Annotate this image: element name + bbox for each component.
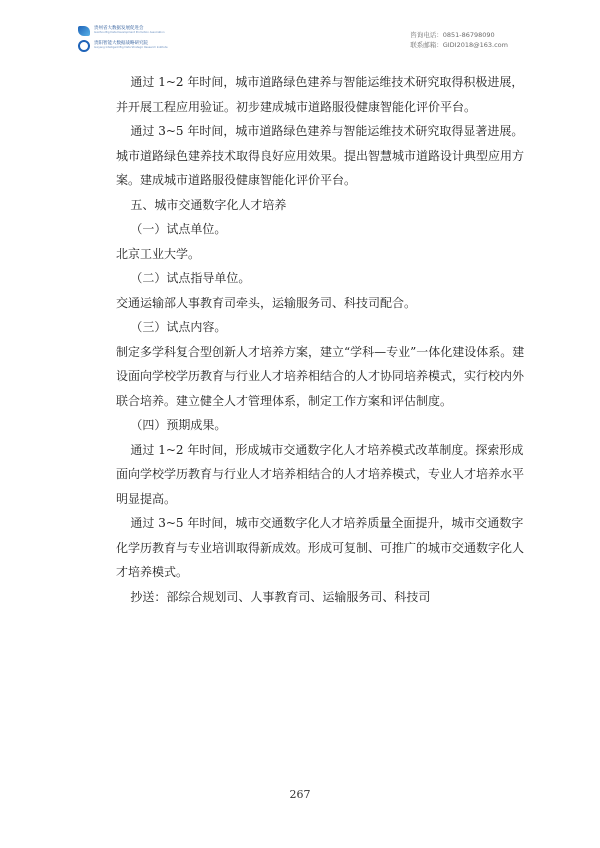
subheading-expected-results: （四）预期成果。 xyxy=(130,418,227,432)
logo-line-1-sub: Guizhou Big Data Development Promotion Association xyxy=(94,30,165,34)
paragraph-pilot-content: 制定多学科复合型创新人才培养方案，建立“学科—专业”一体化建设体系。建设面向学校学历教育与行业人才培养相结合的人才协同培养模式，实行校内外联合培养。建立健全人才管理体系，制定工作方案和评估制度。 xyxy=(116,344,525,408)
cc-line: 抄送：部综合规划司、人事教育司、运输服务司、科技司 xyxy=(130,589,431,604)
paragraph-long-term-roads: 通过 3~5 年时间，城市道路绿色建养与智能运维技术研究取得显著进展。城市道路绿色建养技术取得良好应用效果。提出智慧城市道路设计典型应用方案。建成城市道路服役健康智能化评价平台。 xyxy=(116,124,525,187)
subheading-pilot-unit: （一）试点单位。 xyxy=(130,222,227,236)
contact-info xyxy=(410,30,508,50)
paragraph-pilot-unit: 北京工业大学。 xyxy=(116,246,201,261)
document-body xyxy=(116,70,526,609)
paragraph-guidance-unit: 交通运输部人事教育司牵头，运输服务司、科技司配合。 xyxy=(116,295,417,310)
logo-line-2-sub: Guiyang Intelligent Big Data Strategic Research Institute xyxy=(94,45,168,49)
institute-logo-icon xyxy=(78,40,90,52)
association-logo-icon xyxy=(78,26,90,36)
contact-phone: 咨询电话：0851-86798090 xyxy=(410,31,495,39)
paragraph-short-term-roads: 通过 1~2 年时间，城市道路绿色建养与智能运维技术研究取得积极进展，并开展工程应用验证。初步建成城市道路服役健康智能化评价平台。 xyxy=(116,75,524,114)
logo-line-2: 贵阳智能大数据战略研究院 xyxy=(94,41,148,47)
page-number: 267 xyxy=(289,788,311,801)
paragraph-short-term-talent: 通过 1~2 年时间，形成城市交通数字化人才培养模式改革制度。探索形成面向学校学历教育与行业人才培养相结合的人才培养模式，专业人才培养水平明显提高。 xyxy=(116,442,525,506)
page-header xyxy=(78,24,508,56)
subheading-guidance-unit: （二）试点指导单位。 xyxy=(130,271,251,285)
contact-email: 联系邮箱：GIDI2018@163.com xyxy=(410,41,508,49)
logo-line-1: 贵州省大数据发展促进会 xyxy=(94,26,144,32)
organization-logo xyxy=(78,26,168,52)
section-heading-talent: 五、城市交通数字化人才培养 xyxy=(130,197,287,212)
paragraph-long-term-talent: 通过 3~5 年时间，城市交通数字化人才培养质量全面提升，城市交通数字化学历教育与专业培训取得新成效。形成可复制、可推广的城市交通数字化人才培养模式。 xyxy=(116,516,525,579)
subheading-pilot-content: （三）试点内容。 xyxy=(130,320,227,334)
